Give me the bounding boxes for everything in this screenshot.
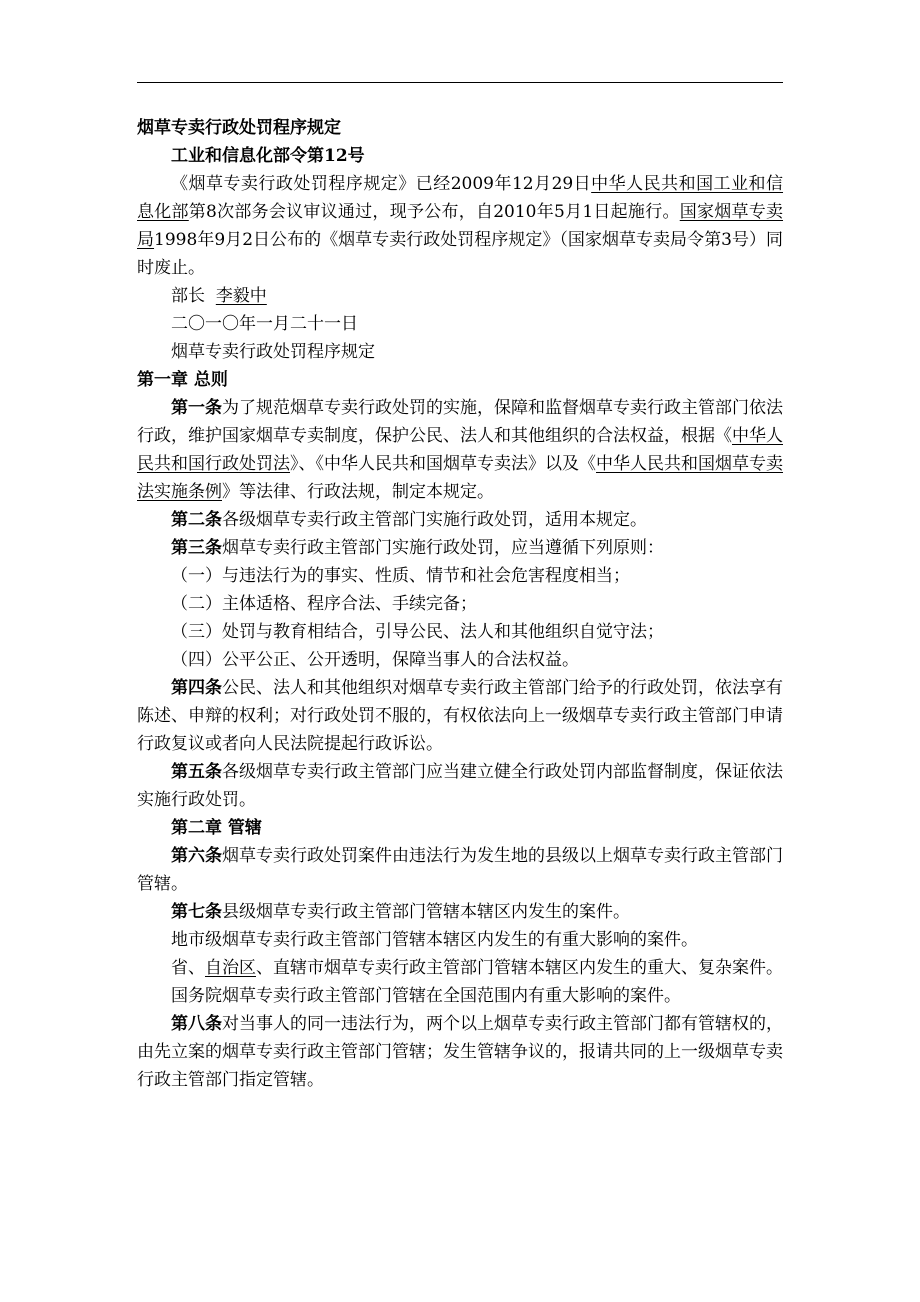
article-8: 第八条对当事人的同一违法行为，两个以上烟草专卖行政主管部门都有管辖权的，由先立案的烟草专卖行政主管部门管辖；发生管辖争议的，报请共同的上一级烟草专卖行政主管部门指定管辖。	[137, 1014, 783, 1090]
document-body	[137, 114, 783, 1094]
article-5: 第五条各级烟草专卖行政主管部门应当建立健全行政处罚内部监督制度，保证依法实施行政处罚。	[137, 762, 783, 810]
article-7: 第七条县级烟草专卖行政主管部门管辖本辖区内发生的案件。	[171, 902, 630, 922]
order-number: 工业和信息化部令第12号	[171, 146, 365, 166]
article-2: 第二条各级烟草专卖行政主管部门实施行政处罚，适用本规定。	[171, 510, 647, 530]
article-3: 第三条烟草专卖行政主管部门实施行政处罚，应当遵循下列原则：	[171, 538, 664, 558]
article-7-para-3: 省、自治区、直辖市烟草专卖行政主管部门管辖本辖区内发生的重大、复杂案件。	[171, 958, 783, 978]
link-minister-name[interactable]: 李毅中	[215, 286, 267, 306]
link-admin-penalty-law[interactable]: 中华人民共和国行政处罚法	[137, 426, 783, 474]
article-7-para-2: 地市级烟草专卖行政主管部门管辖本辖区内发生的有重大影响的案件。	[171, 930, 698, 950]
link-tobacco-law-regulations[interactable]: 中华人民共和国烟草专卖法实施条例	[137, 454, 783, 502]
article-4: 第四条公民、法人和其他组织对烟草专卖行政主管部门给予的行政处罚，依法享有陈述、申辩的权利；对行政处罚不服的，有权依法向上一级烟草专卖行政主管部门申请行政复议或者向人民法院提起行政诉讼。	[137, 678, 783, 754]
doc-title: 烟草专卖行政处罚程序规定	[137, 118, 341, 138]
article-1: 第一条为了规范烟草专卖行政处罚的实施，保障和监督烟草专卖行政主管部门依法行政，维护国家烟草专卖制度，保护公民、法人和其他组织的合法权益，根据《中华人民共和国行政处罚法》、《中华人民共和国烟草专卖法》以及《中华人民共和国烟草专卖法实施条例》等法律、行政法规，制定本规定。	[137, 398, 783, 502]
list-item: （二）主体适格、程序合法、手续完备；	[171, 594, 477, 614]
chapter-1-heading: 第一章 总则	[137, 370, 228, 390]
article-7-para-4: 国务院烟草专卖行政主管部门管辖在全国范围内有重大影响的案件。	[171, 986, 681, 1006]
list-item: （三）处罚与教育相结合，引导公民、法人和其他组织自觉守法；	[171, 622, 664, 642]
issue-date: 二〇一〇年一月二十一日	[171, 314, 358, 334]
article-6: 第六条烟草专卖行政处罚案件由违法行为发生地的县级以上烟草专卖行政主管部门管辖。	[137, 846, 783, 894]
link-autonomous-region[interactable]: 自治区	[205, 958, 256, 978]
intro-paragraph: 《烟草专卖行政处罚程序规定》已经2009年12月29日中华人民共和国工业和信息化部第8次部务会议审议通过，现予公布，自2010年5月1日起施行。国家烟草专卖局1998年9月2日公布的《烟草专卖行政处罚程序规定》（国家烟草专卖局令第3号）同时废止。	[137, 174, 784, 278]
list-item: （四）公平公正、公开透明，保障当事人的合法权益。	[171, 650, 579, 670]
list-item: （一）与违法行为的事实、性质、情节和社会危害程度相当；	[171, 566, 630, 586]
link-tobacco-bureau[interactable]: 国家烟草专卖局	[137, 202, 784, 250]
chapter-2-heading: 第二章 管辖	[171, 818, 262, 838]
link-miit[interactable]: 中华人民共和国工业和信息化部	[137, 174, 784, 222]
header-rule	[137, 82, 783, 83]
minister-line: 部长 李毅中	[171, 286, 267, 306]
doc-subtitle: 烟草专卖行政处罚程序规定	[171, 342, 375, 362]
